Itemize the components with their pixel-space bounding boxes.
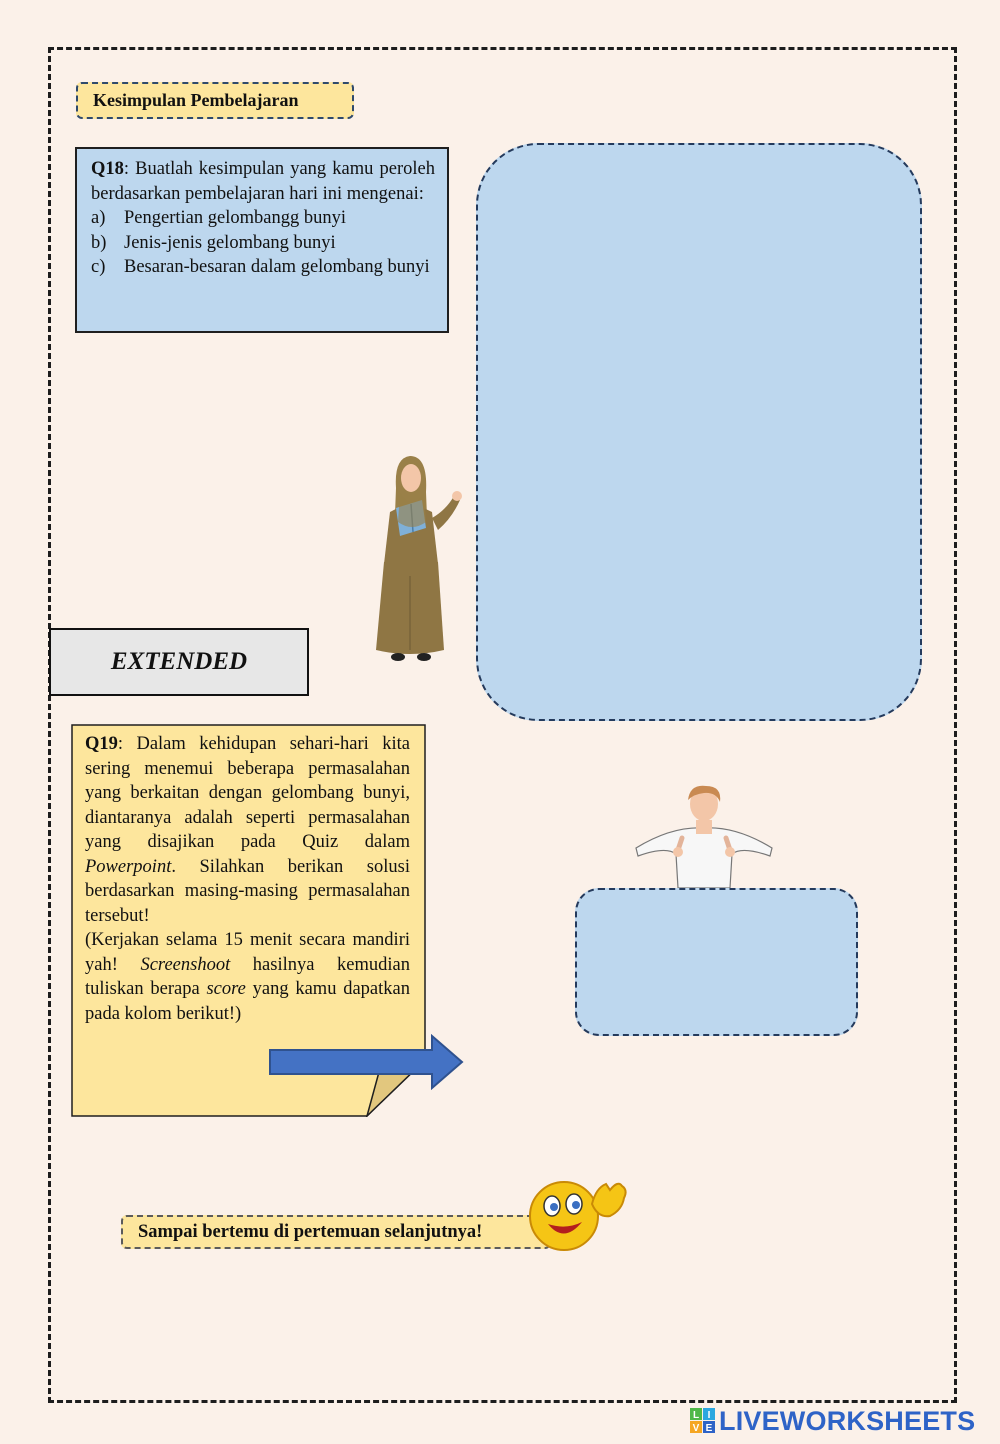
q19-text-part: yang kamu dapatkan pada kolom berikut!) [85, 979, 410, 1024]
waving-emoji-icon [526, 1176, 630, 1256]
list-text: Pengertian gelombangg bunyi [124, 208, 346, 228]
q19-emphasis: Screenshoot [140, 954, 231, 975]
arrow-right-icon [268, 1034, 464, 1090]
q18-intro-text: : Buatlah kesimpulan yang kamu peroleh berdasarkan pembelajaran hari ini mengenai: [91, 159, 435, 204]
list-marker: a) [91, 208, 106, 228]
section-title-text: Kesimpulan Pembelajaran [93, 90, 299, 110]
list-item [91, 231, 435, 256]
q19-text-part: hasilnya kemudian tuliskan berapa [85, 954, 410, 999]
score-answer-area[interactable] [575, 888, 858, 1036]
student-pointing-illustration [632, 784, 776, 888]
q19-emphasis: Powerpoint [85, 856, 172, 877]
farewell-text: Sampai bertemu di pertemuan selanjutnya! [138, 1222, 483, 1242]
q19-text-part: (Kerjakan selama 15 menit secara mandiri yah! [85, 930, 410, 975]
list-marker: b) [91, 232, 107, 253]
q18-list [91, 206, 435, 280]
q19-text [85, 732, 410, 1026]
farewell-banner [121, 1215, 551, 1249]
q19-text-part: . Silahkan berikan solusi berdasarkan masing-masing permasalahan tersebut! [85, 856, 410, 926]
list-marker: c) [91, 257, 106, 277]
logo-letter: L [692, 1410, 700, 1421]
q19-emphasis: score [206, 979, 246, 999]
list-item [91, 206, 435, 231]
list-item [91, 255, 435, 280]
q18-label: Q18 [91, 159, 124, 179]
q19-text-part: : Dalam kehidupan sehari-hari kita sering menemui beberapa permasalahan yang berkaitan dengan gelombang bunyi, diantaranya adalah seperti permasalahan yang disajikan pada Quiz dalam [85, 734, 410, 852]
extended-heading-text: EXTENDED [110, 648, 248, 675]
brand-name: LIVEWORKSHEETS [719, 1405, 976, 1436]
teacher-illustration [366, 452, 470, 664]
liveworksheets-brand [690, 1404, 990, 1438]
logo-letter: V [692, 1423, 700, 1434]
logo-letter: E [705, 1423, 713, 1434]
q18-answer-area[interactable] [476, 143, 922, 721]
q18-box [75, 147, 449, 333]
extended-heading [49, 628, 309, 696]
list-text: Besaran-besaran dalam gelombang bunyi [124, 257, 430, 277]
q18-intro [91, 157, 435, 206]
logo-letter: I [707, 1410, 711, 1421]
section-title [76, 82, 354, 119]
liveworksheets-logo-icon [690, 1408, 716, 1434]
list-text: Jenis-jenis gelombang bunyi [124, 232, 336, 253]
q19-label: Q19 [85, 734, 118, 754]
